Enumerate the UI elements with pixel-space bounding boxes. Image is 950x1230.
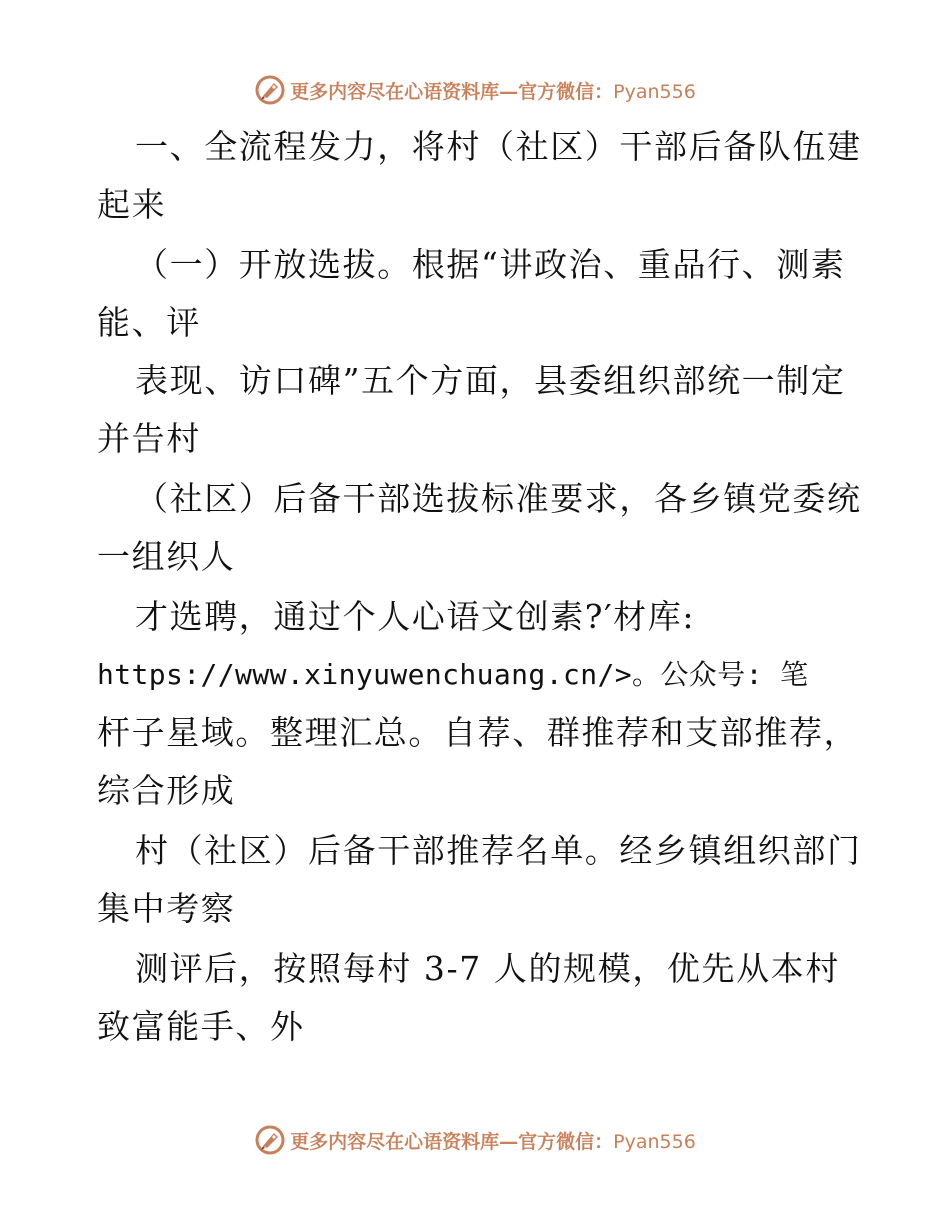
body-line: （社区）后备干部选拔标准要求，各乡镇党委统 (135, 479, 862, 518)
body-line: 并告村 (97, 419, 201, 458)
pen-nib-circle-icon (254, 1124, 286, 1156)
body-line: 综合形成 (97, 771, 236, 810)
body-line: 起来 (97, 185, 167, 224)
header-banner-brand: Pyan556 (613, 80, 696, 103)
header-banner (0, 72, 950, 108)
body-line: 表现、访口碑”五个方面，县委组织部统一制定 (135, 361, 846, 400)
footer-banner-brand: Pyan556 (613, 1130, 696, 1153)
body-line: （一）开放选拔。根据“讲政治、重品行、测素 (135, 245, 846, 284)
body-line: 一组织人 (97, 537, 236, 576)
body-line: 测评后，按照每村 3-7 人的规模，优先从本村 (135, 949, 840, 988)
body-line: 杆子星域。整理汇总。自荐、群推荐和支部推荐， (97, 713, 859, 752)
body-line: 致富能手、外 (97, 1007, 305, 1046)
body-line-url: https://www.xinyuwenchuang.cn/>。公众号: 笔 (97, 658, 809, 691)
pen-nib-circle-icon (254, 74, 286, 106)
body-line: 一、全流程发力，将村（社区）干部后备队伍建 (135, 127, 862, 166)
header-banner-text: 更多内容尽在心语资料库—官方微信：Pyan556 (290, 80, 696, 103)
body-line: 村（社区）后备干部推荐名单。经乡镇组织部门 (135, 831, 862, 870)
footer-banner-text: 更多内容尽在心语资料库—官方微信：Pyan556 (290, 1130, 696, 1153)
body-line: 集中考察 (97, 889, 236, 928)
footer-banner (0, 1122, 950, 1158)
body-line: 才选聘，通过个人心语文创素?′材库: (135, 597, 696, 636)
body-line: 能、评 (97, 303, 201, 342)
